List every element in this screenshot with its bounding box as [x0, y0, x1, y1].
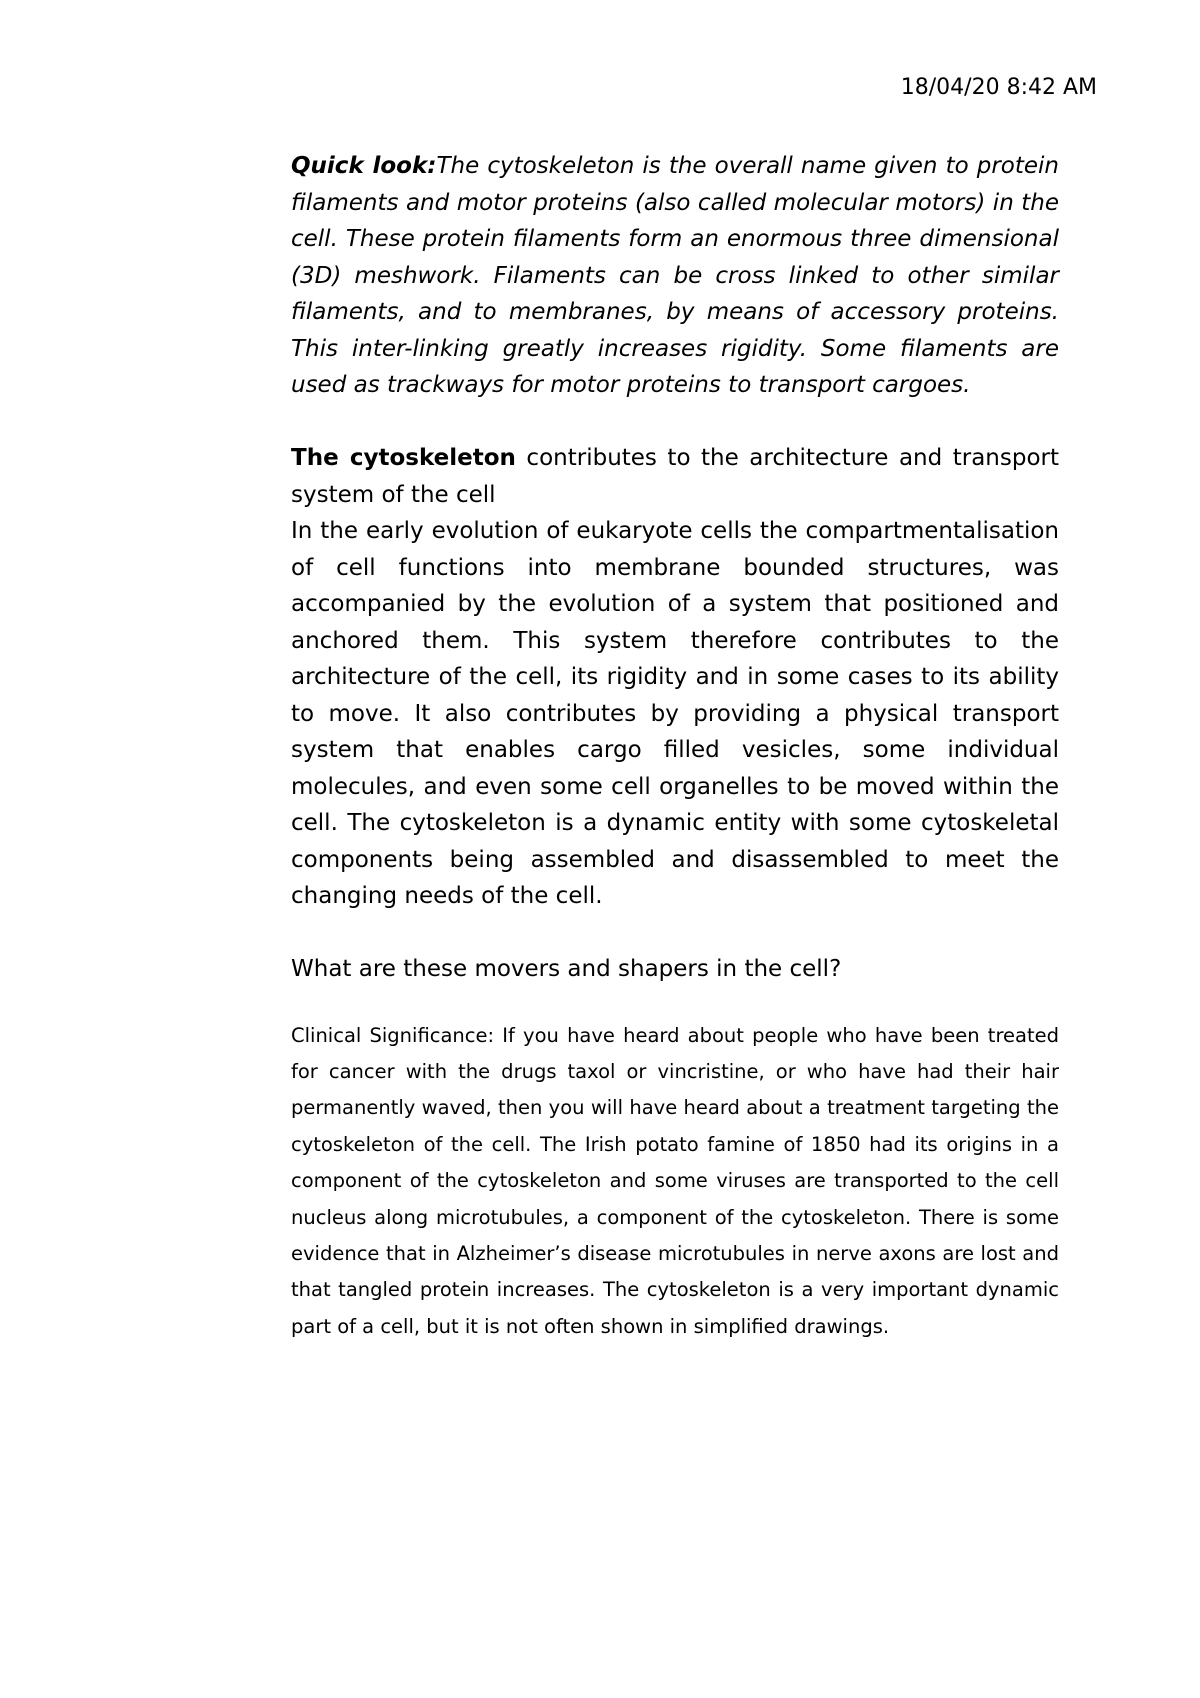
architecture-heading	[291, 440, 1059, 513]
quick-look-label: Quick look:	[291, 153, 437, 179]
paragraph-spacer	[291, 404, 1059, 441]
movers-shapers-question: What are these movers and shapers in the cell?	[291, 956, 842, 982]
architecture-body: In the early evolution of eukaryote cells the compartmentalisation of cell functions into membrane bounded structures, was accompanied by the evolution of a system that positioned and anchored them. This system therefore contributes to the architecture of the cell, its rigidity and in some cases to its ability to move. It also contributes by providing a physical transport system that enables cargo filled vesicles, some individual molecules, and even some cell organelles to be moved within the cell. The cytoskeleton is a dynamic entity with some cytoskeletal components being assembled and disassembled to meet the changing needs of the cell.	[291, 518, 1059, 909]
document-body	[291, 148, 1059, 1345]
architecture-heading-text: contributes to the architecture and transport system of the cell	[291, 445, 1060, 508]
paragraph-spacer	[291, 915, 1059, 952]
page-timestamp: 18/04/20 8:42 AM	[900, 75, 1097, 100]
quick-look-paragraph	[291, 148, 1059, 404]
cytoskeleton-label: The cytoskeleton	[291, 445, 516, 471]
quick-look-text: The cytoskeleton is the overall name given to protein filaments and motor proteins (also called molecular motors) in the cell. These protein filaments form an enormous three dimensional (3D) meshwork. Filaments can be cross linked to other similar filaments, and to membranes, by means of accessory proteins. This inter-linking greatly increases rigidity. Some filaments are used as trackways for motor proteins to transport cargoes.	[291, 153, 1059, 398]
clinical-significance-paragraph: Clinical Significance: If you have heard about people who have been treated for cancer with the drugs taxol or vincristine, or who have had their hair permanently waved, then you will have heard about a treatment targeting the cytoskeleton of the cell. The Irish potato famine of 1850 had its origins in a component of the cytoskeleton and some viruses are transported to the cell nucleus along microtubules, a component of the cytoskeleton. There is some evidence that in Alzheimer’s disease microtubules in nerve axons are lost and that tangled protein increases. The cytoskeleton is a very important dynamic part of a cell, but it is not often shown in simplified drawings.	[291, 1023, 1059, 1338]
